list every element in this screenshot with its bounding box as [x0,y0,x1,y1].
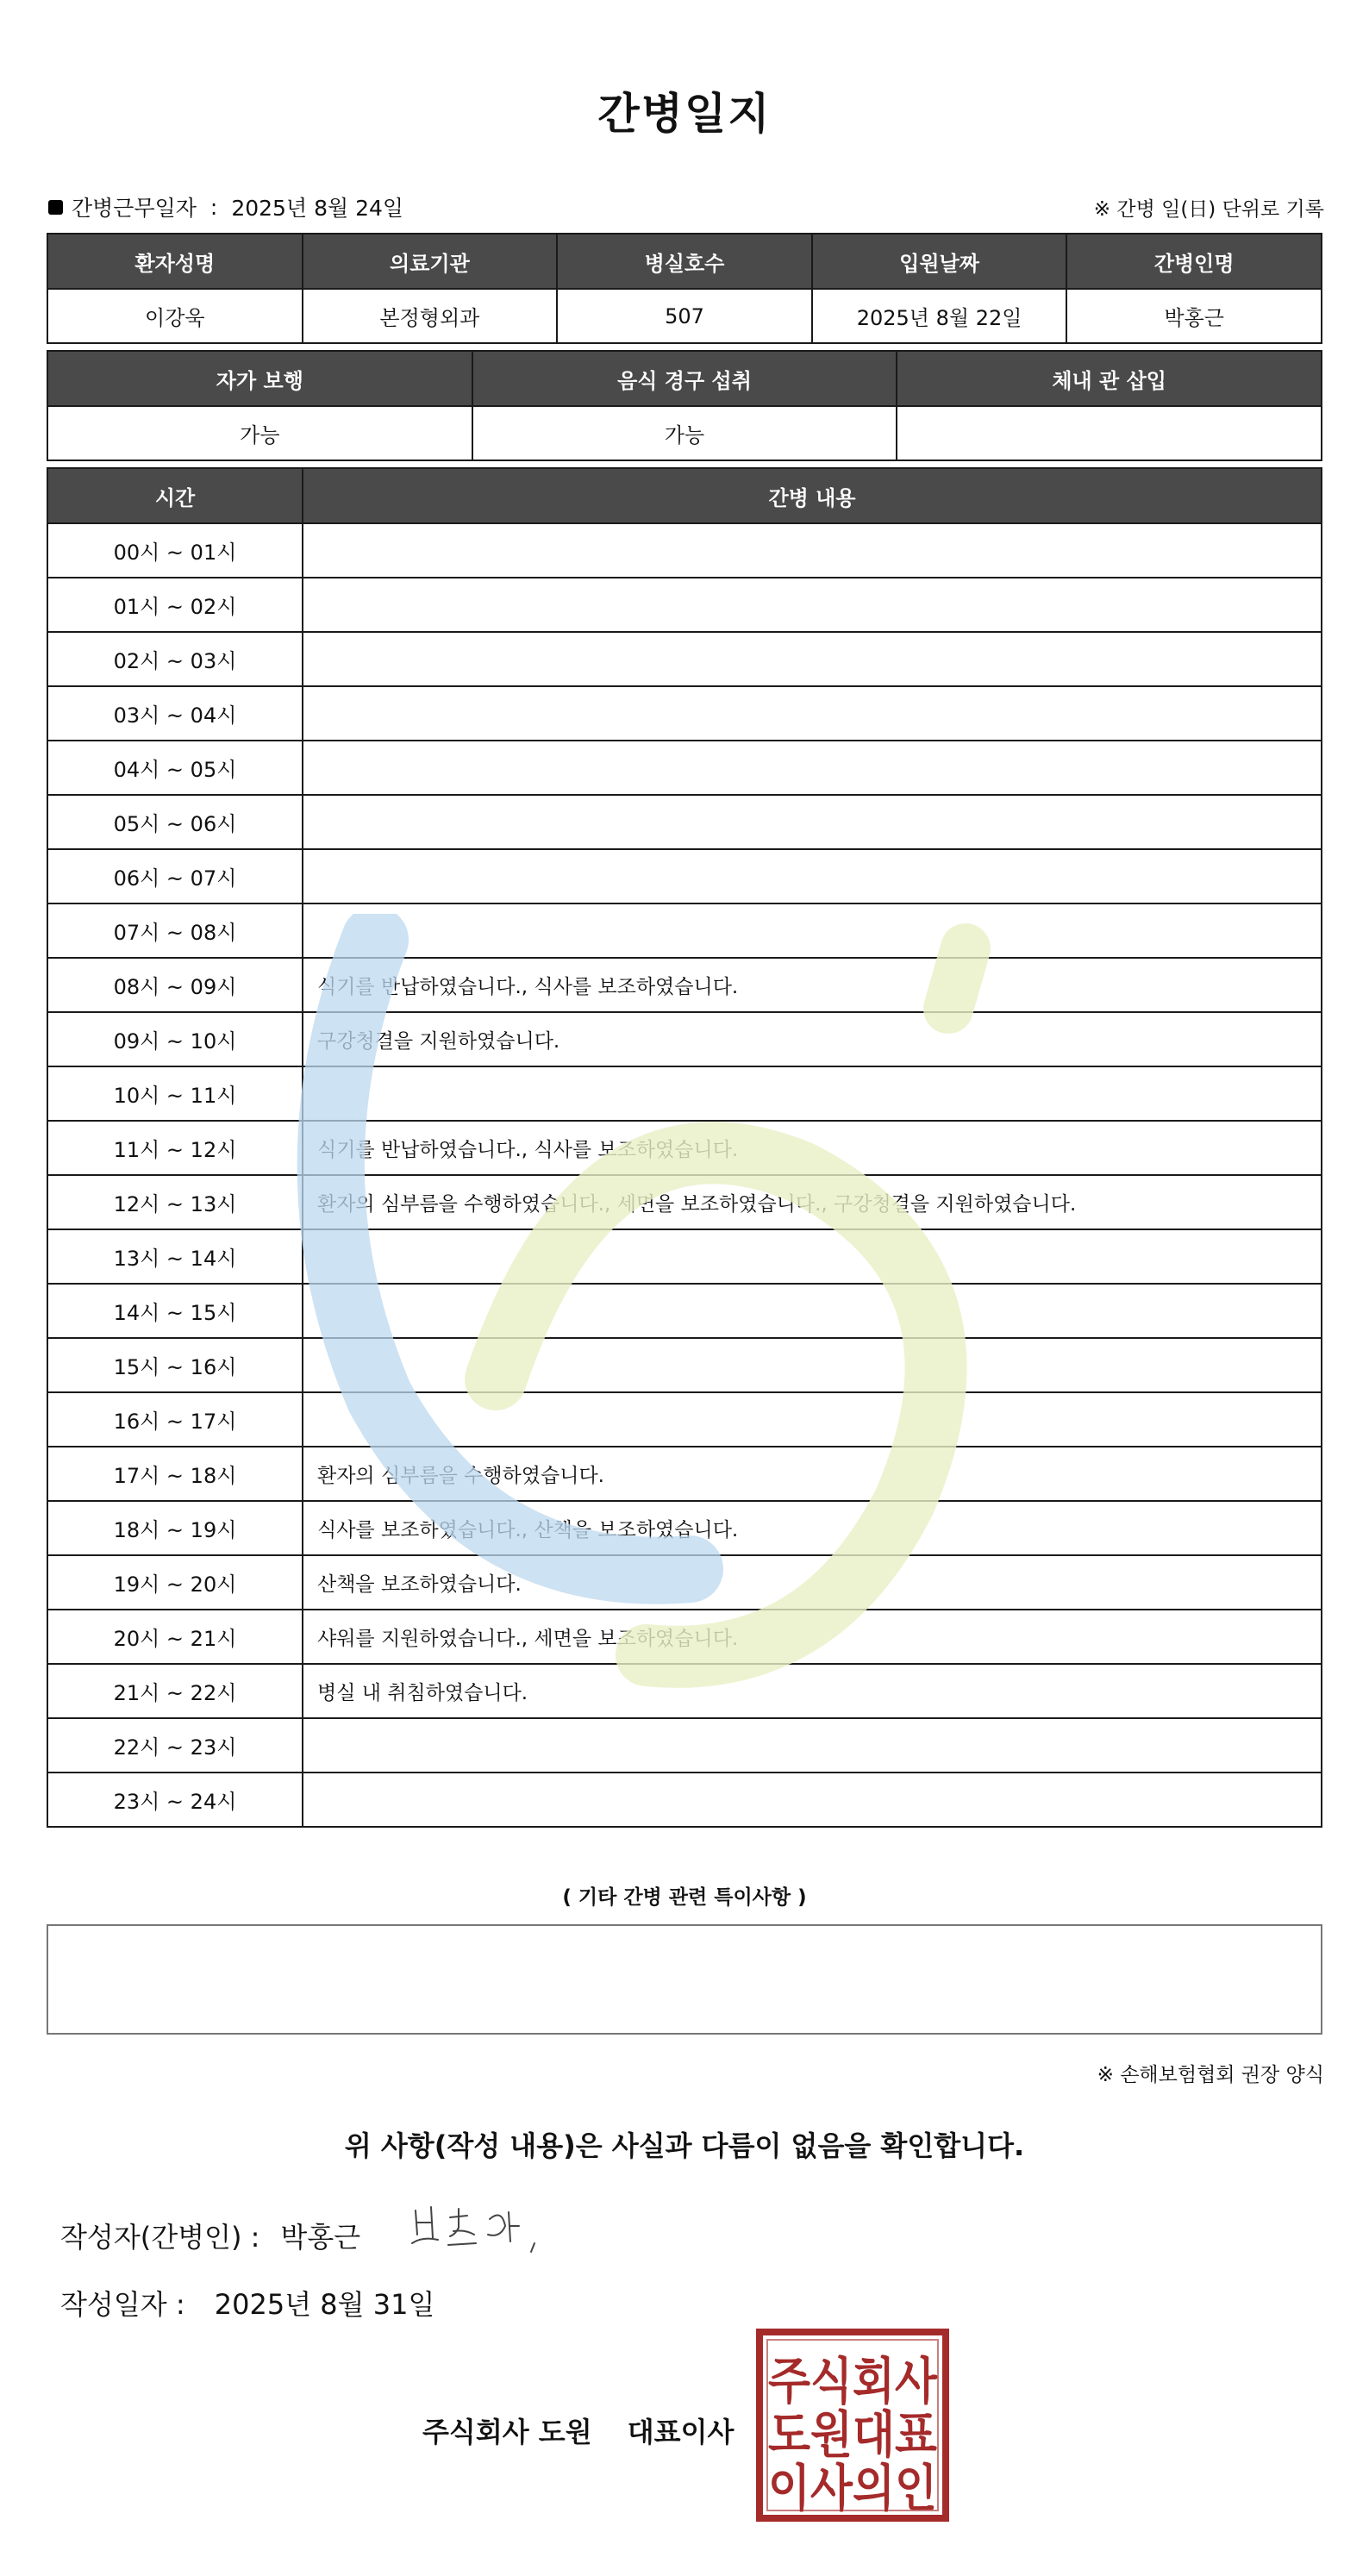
care-log-content: 구강청결을 지원하였습니다. [303,1012,1322,1066]
care-log-time: 20시 ~ 21시 [47,1610,303,1664]
care-log-time: 11시 ~ 12시 [47,1121,303,1175]
square-bullet-icon [48,200,63,215]
care-log-content [303,686,1322,741]
care-log-content [303,903,1322,958]
care-log-row [47,1175,1322,1229]
header-time: 시간 [47,468,303,523]
care-log-time: 03시 ~ 04시 [47,686,303,741]
document-title: 간병일지 [597,89,772,139]
special-notes-box [47,1924,1322,2035]
care-log-row [47,1773,1322,1827]
patient-info-value-row [47,289,1322,343]
hospital-value: 본정형외과 [303,289,558,343]
care-log-content [303,1338,1322,1392]
header-admission-date: 입원날짜 [812,234,1067,289]
care-log-content: 환자의 심부름을 수행하였습니다. [303,1447,1322,1501]
care-log-content [303,578,1322,632]
care-log-time: 23시 ~ 24시 [47,1773,303,1827]
confirmation-statement: 위 사항(작성 내용)은 사실과 다름이 없음을 확인합니다. [344,2129,1025,2162]
header-care-content: 간병 내용 [303,468,1322,523]
care-log-row [47,1338,1322,1392]
status-header-row [47,351,1322,406]
care-log-time: 19시 ~ 20시 [47,1555,303,1610]
care-log-content [303,1066,1322,1121]
care-log-content [303,1773,1322,1827]
writer-name: 박홍근 [280,2221,361,2254]
care-log-content [303,741,1322,795]
care-log-time: 09시 ~ 10시 [47,1012,303,1066]
care-log-content [303,632,1322,686]
care-log-row [47,1664,1322,1718]
work-date-line [48,191,403,222]
care-log-row [47,1121,1322,1175]
care-log-time: 00시 ~ 01시 [47,523,303,578]
care-log-content: 환자의 심부름을 수행하였습니다., 세면을 보조하였습니다., 구강청결을 지원하였습니다. [303,1175,1322,1229]
header-self-walking: 자가 보행 [47,351,472,406]
room-number-value: 507 [557,289,812,343]
care-log-row [47,1555,1322,1610]
care-log-row [47,1610,1322,1664]
care-log-time: 01시 ~ 02시 [47,578,303,632]
care-log-row [47,1284,1322,1338]
company-seal-stamp [755,2328,950,2523]
handwritten-signature [405,2200,560,2260]
care-log-row [47,523,1322,578]
care-log-row [47,1012,1322,1066]
care-log-content [303,523,1322,578]
patient-info-header-row [47,234,1322,289]
care-log-time: 16시 ~ 17시 [47,1392,303,1447]
header-room-number: 병실호수 [557,234,812,289]
care-log-row [47,632,1322,686]
header-oral-intake: 음식 경구 섭취 [472,351,897,406]
care-log-content: 샤워를 지원하였습니다., 세면을 보조하였습니다. [303,1610,1322,1664]
care-log-row [47,849,1322,903]
header-patient-name: 환자성명 [47,234,303,289]
work-date-label: 간병근무일자 [72,196,197,221]
care-log-row [47,1392,1322,1447]
care-log-header-row [47,468,1322,523]
care-log-row [47,795,1322,849]
care-log-time: 08시 ~ 09시 [47,958,303,1012]
written-date-line [60,2283,434,2323]
care-log-content: 병실 내 취침하였습니다. [303,1664,1322,1718]
written-date-value: 2025년 8월 31일 [214,2288,435,2321]
care-log-time: 15시 ~ 16시 [47,1338,303,1392]
care-log-row [47,903,1322,958]
care-log-table [47,467,1322,1828]
patient-name-value: 이강욱 [47,289,303,343]
svg-text:이사의인: 이사의인 [768,2459,937,2517]
care-log-content: 식기를 반납하였습니다., 식사를 보조하였습니다. [303,1121,1322,1175]
company-representative-title: 대표이사 [627,2416,735,2448]
care-log-row [47,1718,1322,1773]
care-log-time: 17시 ~ 18시 [47,1447,303,1501]
header-caregiver-name: 간병인명 [1066,234,1322,289]
oral-intake-value: 가능 [472,406,897,460]
tube-insertion-value [897,406,1322,460]
writer-line [60,2216,360,2255]
care-log-row [47,958,1322,1012]
care-log-row [47,1229,1322,1284]
care-log-content [303,1392,1322,1447]
care-log-time: 06시 ~ 07시 [47,849,303,903]
svg-text:주식회사: 주식회사 [768,2352,938,2410]
header-hospital: 의료기관 [303,234,558,289]
care-log-row [47,686,1322,741]
care-log-time: 02시 ~ 03시 [47,632,303,686]
caregiver-name-value: 박홍근 [1066,289,1322,343]
care-log-row [47,1447,1322,1501]
care-log-row [47,741,1322,795]
special-notes-caption: ( 기타 간병 관련 특이사항 ) [562,1886,807,1909]
care-log-time: 21시 ~ 22시 [47,1664,303,1718]
care-log-content [303,1284,1322,1338]
work-date-separator: : [209,194,218,220]
patient-info-table [47,233,1322,344]
care-log-time: 04시 ~ 05시 [47,741,303,795]
care-log-time: 13시 ~ 14시 [47,1229,303,1284]
care-log-time: 07시 ~ 08시 [47,903,303,958]
patient-status-table [47,350,1322,461]
header-tube-insertion: 체내 관 삽입 [897,351,1322,406]
work-date-value: 2025년 8월 24일 [231,196,404,221]
care-log-content [303,795,1322,849]
svg-text:도원대표: 도원대표 [768,2405,937,2464]
care-log-content [303,1229,1322,1284]
care-log-content: 산책을 보조하였습니다. [303,1555,1322,1610]
care-log-time: 10시 ~ 11시 [47,1066,303,1121]
company-name: 주식회사 도원 [422,2416,592,2448]
admission-date-value: 2025년 8월 22일 [812,289,1067,343]
care-log-content: 식사를 보조하였습니다., 산책을 보조하였습니다. [303,1501,1322,1555]
care-log-time: 05시 ~ 06시 [47,795,303,849]
unit-note: ※ 간병 일(日) 단위로 기록 [1093,198,1324,221]
company-line [422,2410,734,2450]
care-log-time: 18시 ~ 19시 [47,1501,303,1555]
status-value-row [47,406,1322,460]
care-log-row [47,578,1322,632]
care-log-time: 12시 ~ 13시 [47,1175,303,1229]
care-log-time: 14시 ~ 15시 [47,1284,303,1338]
writer-label: 작성자(간병인) : [60,2221,260,2254]
self-walking-value: 가능 [47,406,472,460]
care-log-time: 22시 ~ 23시 [47,1718,303,1773]
care-log-row [47,1501,1322,1555]
recommend-note: ※ 손해보험협회 권장 양식 [1097,2064,1324,2086]
care-log-content [303,849,1322,903]
written-date-label: 작성일자 : [60,2288,185,2321]
care-log-content: 식기를 반납하였습니다., 식사를 보조하였습니다. [303,958,1322,1012]
care-log-content [303,1718,1322,1773]
care-log-row [47,1066,1322,1121]
